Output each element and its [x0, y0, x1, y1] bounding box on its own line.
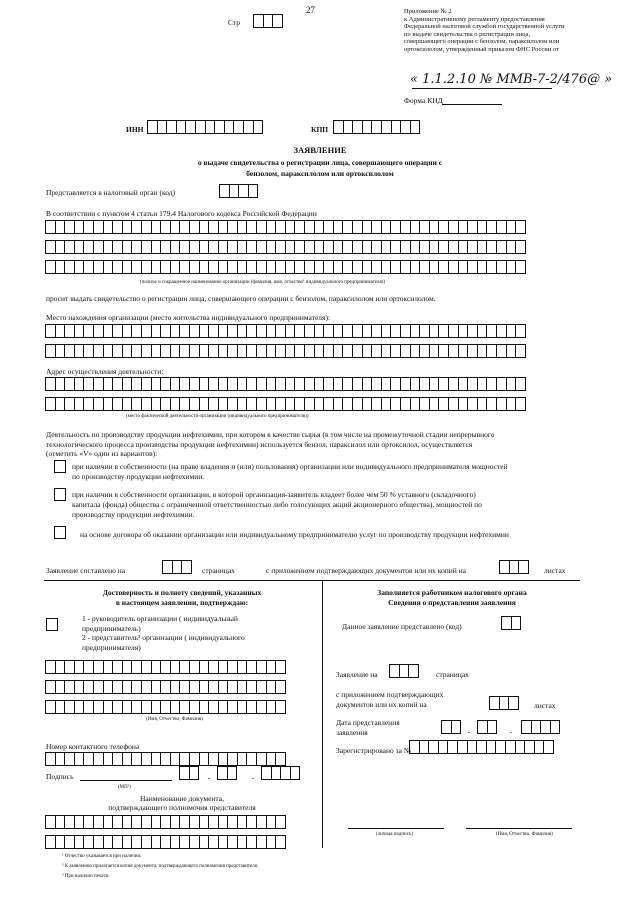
basis-text: В соответствии с пунктом 4 статьи 179.4 Налогового кодекса Российской Федерации: [46, 209, 317, 218]
registered-number-cells[interactable]: [410, 740, 554, 754]
kpp-label: КПП: [311, 125, 329, 134]
char-cell[interactable]: [515, 344, 526, 358]
submit-date-month[interactable]: [478, 720, 497, 734]
submit-dot-1: .: [468, 726, 470, 735]
char-cell[interactable]: [275, 815, 286, 829]
column-divider: [322, 580, 323, 848]
tax-authority-label: Представляется в налоговый орган (код): [46, 188, 176, 197]
page-label: Стр: [228, 18, 241, 27]
char-cell[interactable]: [515, 397, 526, 411]
footnotes: ¹ Отчество указывается при наличии. ² К заявлению прилагается копия документа, подтверждающего полномочия представителя. ³ При наличии печати.: [62, 854, 259, 879]
char-cell[interactable]: [515, 220, 526, 234]
confirm-head-2: в настоящем заявлении, подтверждаю:: [115, 598, 249, 607]
inn-label: ИНН: [126, 125, 144, 134]
date-label: Дата представления заявления: [336, 718, 400, 737]
option-2-checkbox[interactable]: [54, 488, 66, 501]
activity-caption: (место фактической деятельности организации (индивидуального предпринимателя)): [126, 414, 309, 419]
pages-cells[interactable]: [390, 664, 419, 678]
submit-date-day[interactable]: [442, 720, 461, 734]
knd-line: [442, 104, 502, 105]
doc-label-1: Наименование документа,: [139, 794, 225, 803]
char-cell[interactable]: [253, 120, 264, 134]
org-name-row-2[interactable]: [46, 240, 526, 254]
signer-name-row-2[interactable]: [46, 680, 286, 694]
handwritten-order: « 1.1.2.10 № ММВ-7-2/476@ »: [410, 72, 613, 87]
date-dot-2: .: [252, 772, 254, 781]
activity-address-label: Адрес осуществления деятельности:: [46, 367, 164, 376]
activity-row-2[interactable]: [46, 397, 526, 411]
location-row-2[interactable]: [46, 344, 526, 358]
char-cell[interactable]: [515, 324, 526, 338]
doc-label-2: подтверждающего полномочия представителя: [108, 803, 256, 812]
char-cell[interactable]: [515, 260, 526, 274]
submit-date-year[interactable]: [522, 720, 560, 734]
staff-sign-caption: (личная подпись): [376, 832, 413, 837]
staff-name-caption: (Имя, Отчество, Фамилия): [496, 832, 553, 837]
submitted-code-cells[interactable]: [502, 616, 521, 630]
mp-label: (МП³): [118, 785, 131, 790]
form-knd: Форма КНД: [404, 96, 443, 105]
char-cell[interactable]: [275, 680, 286, 694]
attach-sheets-label: листах: [534, 701, 556, 710]
char-cell[interactable]: [275, 700, 286, 714]
char-cell[interactable]: [275, 752, 286, 766]
kpp-cells[interactable]: [334, 120, 420, 134]
registered-label: Зарегистрировано за №: [336, 746, 411, 755]
char-cell[interactable]: [515, 377, 526, 391]
request-text: просит выдать свидетельство о регистрации лица, совершающего операции с бензолом, параксилолом или ортоксилолом.: [46, 294, 436, 303]
activity-text: Деятельность по производству продукции нефтехимии, при котором в качестве сырья (в том числе на промежуточной стадии непрерывного технологического процесса производства продукции нефтехимии) используется бензол, параксилол или ортоксилол, осуществляется (отметить «V» один из вариантов):: [46, 430, 495, 458]
order-line: [412, 88, 552, 89]
char-cell[interactable]: [275, 660, 286, 674]
staff-head-2: Сведения о представлении заявления: [388, 598, 516, 607]
char-cell[interactable]: [515, 240, 526, 254]
composed-sheets-label: листах: [544, 566, 566, 575]
composed-pages-label: страницах: [202, 566, 235, 575]
org-name-row-3[interactable]: [46, 260, 526, 274]
staff-sign-line[interactable]: [348, 828, 444, 829]
signature-label: Подпись: [46, 772, 74, 781]
form-subtitle-1: о выдаче свидетельства о регистрации лица, совершающего операции с: [197, 158, 443, 167]
tax-authority-cells[interactable]: [220, 184, 258, 198]
org-caption: (полное и сокращенное наименование организации (фамилия, имя, отчество¹ индивидуального предпринимателя)): [140, 280, 386, 285]
org-name-row-1[interactable]: [46, 220, 526, 234]
section-divider: [44, 580, 580, 581]
page-cells[interactable]: [254, 14, 283, 28]
signature-line[interactable]: [80, 780, 172, 781]
inn-cells[interactable]: [148, 120, 263, 134]
activity-row-1[interactable]: [46, 377, 526, 391]
phone-label: Номер контактного телефона: [46, 742, 140, 751]
signature-date-day[interactable]: [180, 766, 199, 780]
option-1-text: при наличии в собственности (на праве владения и (или) пользования) организации или индивидуального предпринимателя мощностей по производству продукции нефтехимии.: [72, 462, 508, 481]
option-3-checkbox[interactable]: [54, 526, 66, 539]
location-label: Место нахождения организации (место жительства индивидуального предпринимателя):: [46, 313, 331, 322]
form-title: ЗАЯВЛЕНИЕ: [293, 145, 347, 155]
signature-date-year[interactable]: [262, 766, 300, 780]
signer-name-row-1[interactable]: [46, 660, 286, 674]
composed-pages-cells[interactable]: [163, 560, 192, 574]
annex-block: Приложение № 2 к Административному регламенту предоставления Федеральной налоговой службой государственной услуги по выдаче свидетельства о регистрации лица, совершающего операции с бензолом, параксилолом или ортоксилолом, утвержденный приказом ФНС России от: [404, 8, 565, 53]
composed-attach-label: с приложением подтверждающих документов или их копий на: [266, 566, 466, 575]
signer-name-caption: (Имя, Отчество, Фамилия): [146, 717, 203, 722]
page-number: 27: [306, 5, 315, 15]
doc-row-2[interactable]: [46, 835, 286, 849]
location-row-1[interactable]: [46, 324, 526, 338]
option-2-text: при наличии в собственности организации, в которой организация-заявитель владеет более чем 50 % уставного (складочного) капитала (фонда) общества с ограниченной ответственностью либо голосующих акций акционерного общества), мощностей по производству продукции нефтехимии.: [72, 490, 482, 519]
char-cell[interactable]: [275, 835, 286, 849]
pages-on-label: Заявление на: [336, 670, 378, 679]
attach-label: с приложением подтверждающих документов или их копий на: [336, 690, 444, 709]
signer-type-checkbox[interactable]: [46, 618, 58, 631]
signer-name-row-3[interactable]: [46, 700, 286, 714]
submit-dot-2: .: [510, 726, 512, 735]
signature-date-month[interactable]: [218, 766, 237, 780]
char-cell[interactable]: [410, 120, 421, 134]
signer-options: 1 - руководитель организации ( индивидуальный предприниматель) 2 - представитель² организации ( индивидуального предпринимателя): [82, 614, 245, 652]
doc-row-1[interactable]: [46, 815, 286, 829]
char-cell[interactable]: [543, 740, 554, 754]
submitted-label: Данное заявление представлено (код): [342, 622, 462, 631]
composed-label: Заявление составлено на: [46, 566, 126, 575]
form-subtitle-2: бензолом, параксилолом или ортоксилолом: [246, 169, 394, 178]
option-1-checkbox[interactable]: [54, 460, 66, 473]
option-3-text: на основе договора об оказании организации или индивидуальному предпринимателю услуг по производству продукции нефтехимии: [80, 530, 509, 539]
confirm-head-1: Достоверность и полноту сведений, указанных: [102, 588, 262, 597]
composed-sheets-cells[interactable]: [500, 560, 529, 574]
pages-label: страницах: [436, 670, 469, 679]
phone-cells[interactable]: [46, 752, 286, 766]
staff-head-1: Заполняется работником налогового органа: [377, 588, 527, 597]
staff-name-line[interactable]: [466, 828, 572, 829]
date-dot-1: .: [208, 772, 210, 781]
attach-sheets-cells[interactable]: [490, 696, 519, 710]
